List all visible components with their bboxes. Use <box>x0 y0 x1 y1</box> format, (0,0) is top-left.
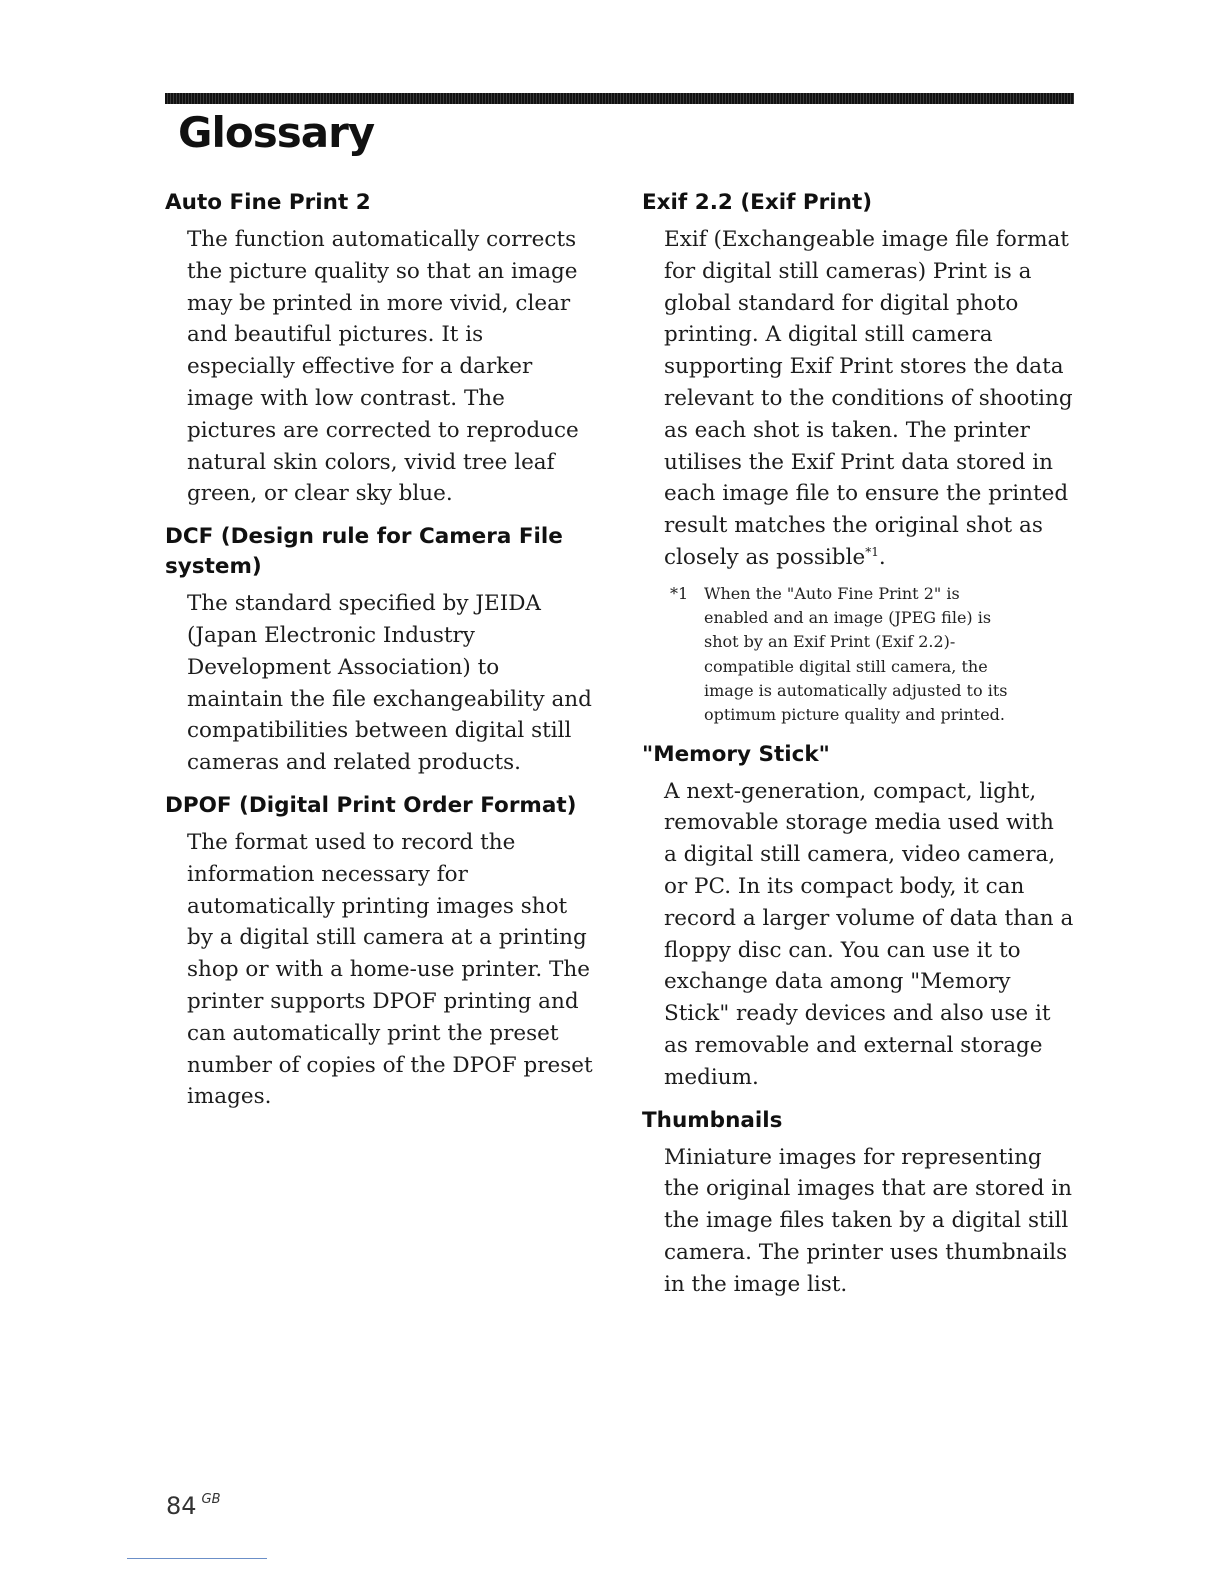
definition-line: information necessary for <box>187 861 468 887</box>
entry-auto-fine-print <box>165 188 605 510</box>
definition-line: record a larger volume of data than a <box>664 905 1074 931</box>
definition-line: especially effective for a darker <box>187 354 533 380</box>
definition-line: automatically printing images shot <box>187 893 568 919</box>
right-column <box>642 188 1082 1313</box>
definition-line: images. <box>187 1084 272 1110</box>
definition-line: the original images that are stored in <box>664 1176 1072 1202</box>
definition-line: The function automatically corrects <box>187 227 577 252</box>
footnote-line: optimum picture quality and printed. <box>704 705 1005 725</box>
definition-line: by a digital still camera at a printing <box>187 925 587 951</box>
definition-line: in the image list. <box>664 1271 848 1297</box>
definition-line: medium. <box>664 1064 759 1090</box>
definition-exif <box>664 224 1082 574</box>
definition-line: cameras and related products. <box>187 750 521 776</box>
definition-dpof <box>187 827 605 1113</box>
definition-line: A next-generation, compact, light, <box>664 778 1037 804</box>
definition-line: green, or clear sky blue. <box>187 481 453 507</box>
definition-line: compatibilities between digital still <box>187 718 572 744</box>
term-dpof: DPOF (Digital Print Order Format) <box>165 792 577 818</box>
definition-line: shop or with a home-use printer. The <box>187 957 590 983</box>
page-title: Glossary <box>178 108 375 157</box>
footnote-mark: *1 <box>670 583 689 603</box>
definition-line: and beautiful pictures. It is <box>187 322 484 348</box>
term-line: DCF (Design rule for Camera File <box>165 524 563 550</box>
definition-line <box>664 542 1082 574</box>
footnote-line: enabled and an image (JPEG file) is <box>704 608 992 628</box>
definition-line: result matches the original shot as <box>664 513 1043 539</box>
definition-line: number of copies of the DPOF preset <box>187 1052 593 1078</box>
page-number-suffix: GB <box>201 1492 221 1507</box>
definition-line: the image files taken by a digital still <box>664 1208 1069 1234</box>
definition-line: Miniature images for representing <box>664 1144 1042 1170</box>
definition-line: for digital still cameras) Print is a <box>664 258 1032 284</box>
definition-line: as removable and external storage <box>664 1032 1043 1058</box>
entry-exif <box>642 188 1082 728</box>
definition-line: image with low contrast. The <box>187 385 505 411</box>
entry-dpof <box>165 791 605 1113</box>
definition-line: printing. A digital still camera <box>664 322 993 348</box>
definition-line: can automatically print the preset <box>187 1020 559 1046</box>
definition-line: supporting Exif Print stores the data <box>664 354 1064 380</box>
definition-line: relevant to the conditions of shooting <box>664 385 1073 411</box>
definition-line: The format used to record the <box>187 829 516 855</box>
definition-line: utilises the Exif Print data stored in <box>664 449 1054 475</box>
definition-line-text: closely as possible <box>664 544 866 570</box>
entry-dcf <box>165 522 605 779</box>
definition-auto-fine-print <box>187 224 605 510</box>
definition-line: the picture quality so that an image <box>187 258 578 284</box>
definition-line: Exif (Exchangeable image file format <box>664 227 1069 252</box>
term-thumbnails: Thumbnails <box>642 1107 783 1133</box>
footnote-line: When the "Auto Fine Print 2" is <box>704 583 960 603</box>
term-auto-fine-print: Auto Fine Print 2 <box>165 190 371 215</box>
definition-line-end: . <box>878 544 886 570</box>
definition-line: printer supports DPOF printing and <box>187 988 579 1014</box>
entry-thumbnails <box>642 1106 1082 1301</box>
term-exif: Exif 2.2 (Exif Print) <box>642 190 873 215</box>
definition-dcf <box>187 588 605 779</box>
definition-line: natural skin colors, vivid tree leaf <box>187 449 555 475</box>
footnote-line: image is automatically adjusted to its <box>704 680 1008 700</box>
definition-line: camera. The printer uses thumbnails <box>664 1239 1068 1265</box>
definition-thumbnails <box>664 1142 1082 1301</box>
definition-line: Stick" ready devices and also use it <box>664 1001 1051 1027</box>
header-bar <box>165 93 1074 104</box>
definition-line: as each shot is taken. The printer <box>664 417 1030 443</box>
definition-line: each image file to ensure the printed <box>664 481 1069 507</box>
term-line: system) <box>165 554 262 580</box>
definition-line: or PC. In its compact body, it can <box>664 873 1025 899</box>
footnote-line: shot by an Exif Print (Exif 2.2)- <box>704 632 956 652</box>
definition-line: maintain the file exchangeability and <box>187 686 592 712</box>
entry-memory-stick <box>642 740 1082 1094</box>
left-column <box>165 188 605 1125</box>
term-memory-stick: "Memory Stick" <box>642 741 830 767</box>
definition-line: may be printed in more vivid, clear <box>187 290 571 316</box>
term-dcf <box>165 522 605 582</box>
footnote-reference: *1 <box>865 544 879 559</box>
footnote <box>670 582 1082 728</box>
definition-line: pictures are corrected to reproduce <box>187 417 579 443</box>
page-number <box>166 1492 221 1520</box>
definition-line: global standard for digital photo <box>664 290 1019 316</box>
definition-line: removable storage media used with <box>664 810 1054 836</box>
footnote-text <box>704 582 1007 728</box>
definition-line: (Japan Electronic Industry <box>187 622 475 648</box>
definition-memory-stick <box>664 776 1082 1094</box>
definition-line: Development Association) to <box>187 654 500 680</box>
definition-line: a digital still camera, video camera, <box>664 842 1056 868</box>
definition-line: floppy disc can. You can use it to <box>664 937 1021 963</box>
definition-line: exchange data among "Memory <box>664 969 1011 995</box>
bottom-rule <box>127 1558 267 1559</box>
page-number-value: 84 <box>166 1492 197 1520</box>
definition-line: The standard specified by JEIDA <box>187 591 541 617</box>
footnote-line: compatible digital still camera, the <box>704 656 988 676</box>
